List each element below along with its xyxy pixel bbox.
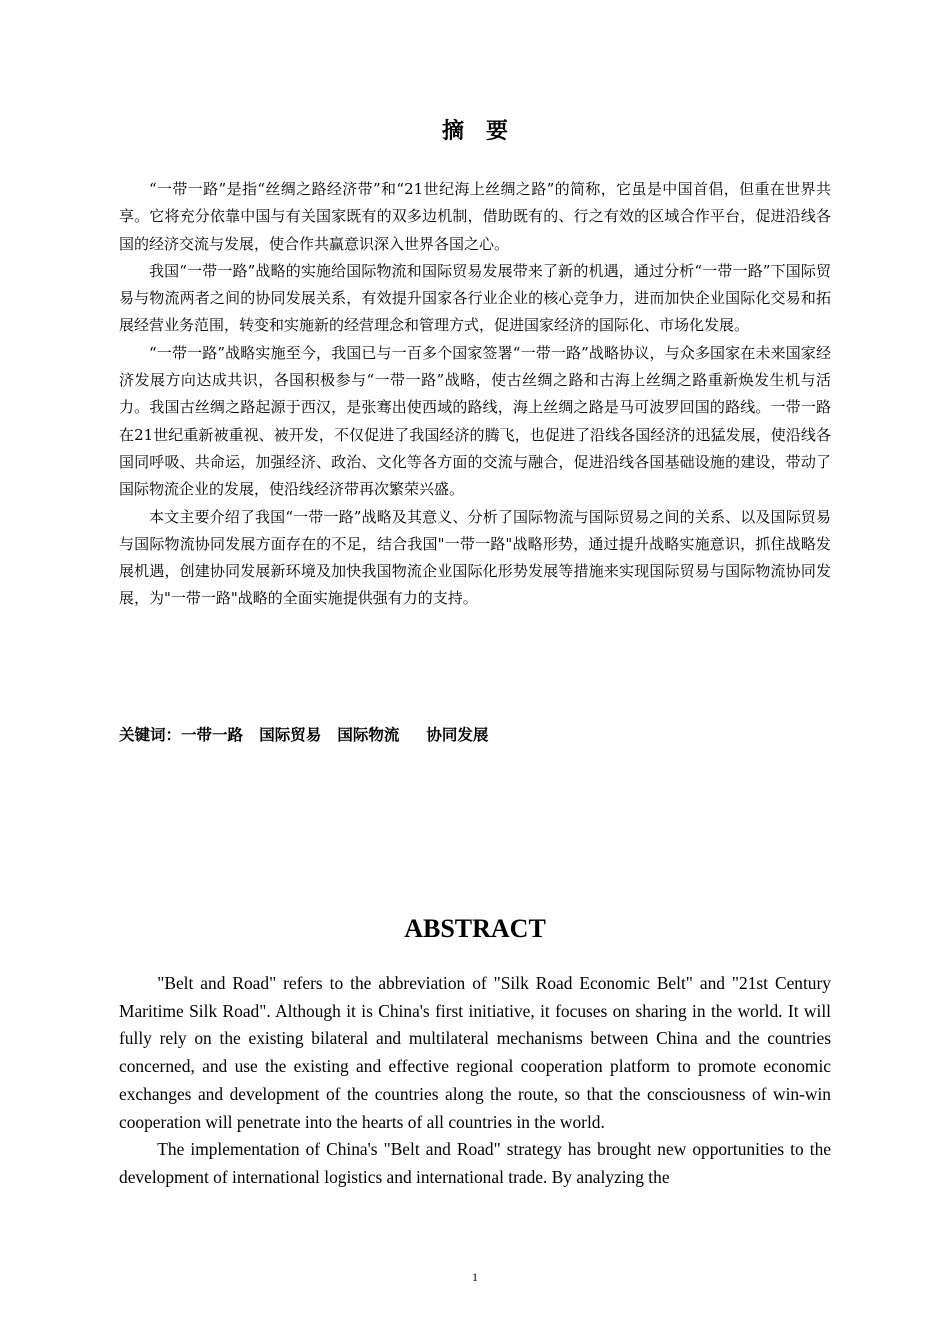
chinese-paragraph-2: 我国“一带一路”战略的实施给国际物流和国际贸易发展带来了新的机遇，通过分析“一带一路”下国际贸易与物流两者之间的协同发展关系，有效提升国家各行业企业的核心竞争力，进而加快企业国际化交易和拓展经营业务范围，转变和实施新的经营理念和管理方式，促进国家经济的国际化、市场化发展。 (119, 261, 831, 335)
chinese-abstract-body (119, 176, 831, 613)
chinese-paragraph-3: “一带一路”战略实施至今，我国已与一百多个国家签署“一带一路”战略协议，与众多国家在未来国家经济发展方向达成共识，各国积极参与“一带一路”战略，使古丝绸之路和古海上丝绸之路重新焕发生机与活力。我国古丝绸之路起源于西汉，是张骞出使西域的路线，海上丝绸之路是马可波罗回国的路线。一带一路在21世纪重新被重视、被开发，不仅促进了我国经济的腾飞，也促进了沿线各国经济的迅猛发展，使沿线各国同呼吸、共命运，加强经济、政治、文化等各方面的交流与融合，促进沿线各国基础设施的建设，带动了国际物流企业的发展，使沿线经济带再次繁荣兴盛。 (119, 343, 831, 499)
chinese-paragraph-4: 本文主要介绍了我国“一带一路”战略及其意义、分析了国际物流与国际贸易之间的关系、以及国际贸易与国际物流协同发展方面存在的不足，结合我国"一带一路"战略形势，通过提升战略实施意识，抓住战略发展机遇，创建协同发展新环境及加快我国物流企业国际化形势发展等措施来实现国际贸易与国际物流协同发展，为"一带一路"战略的全面实施提供强有力的支持。 (119, 507, 831, 608)
english-paragraph-2: The implementation of China's "Belt and Road" strategy has brought new opportunities to the development of international logistics and international trade. By analyzing the (119, 1139, 831, 1187)
english-paragraph-1: "Belt and Road" refers to the abbreviation of "Silk Road Economic Belt" and "21st Century Maritime Silk Road". Although it is China's first initiative, it focuses on sharing in the world. It will fully rely on the existing bilateral and multilateral mechanisms between China and the countries concerned, and use the existing and effective regional cooperation platform to promote economic exchanges and development of the countries along the route, so that the consciousness of win-win cooperation will penetrate into the hearts of all countries in the world. (119, 973, 831, 1132)
chinese-keywords: 关键词：一带一路 国际贸易 国际物流 协同发展 (119, 726, 489, 744)
english-abstract-body (119, 970, 831, 1192)
chinese-paragraph-1: “一带一路”是指“丝绸之路经济带”和“21世纪海上丝绸之路”的简称，它虽是中国首倡，但重在世界共享。它将充分依靠中国与有关国家既有的双多边机制，借助既有的、行之有效的区域合作平台，促进沿线各国的经济交流与发展，使合作共赢意识深入世界各国之心。 (119, 180, 831, 253)
page-number: 1 (472, 1270, 478, 1284)
english-abstract-title: ABSTRACT (404, 914, 546, 943)
chinese-abstract-title: 摘要 (441, 119, 530, 144)
